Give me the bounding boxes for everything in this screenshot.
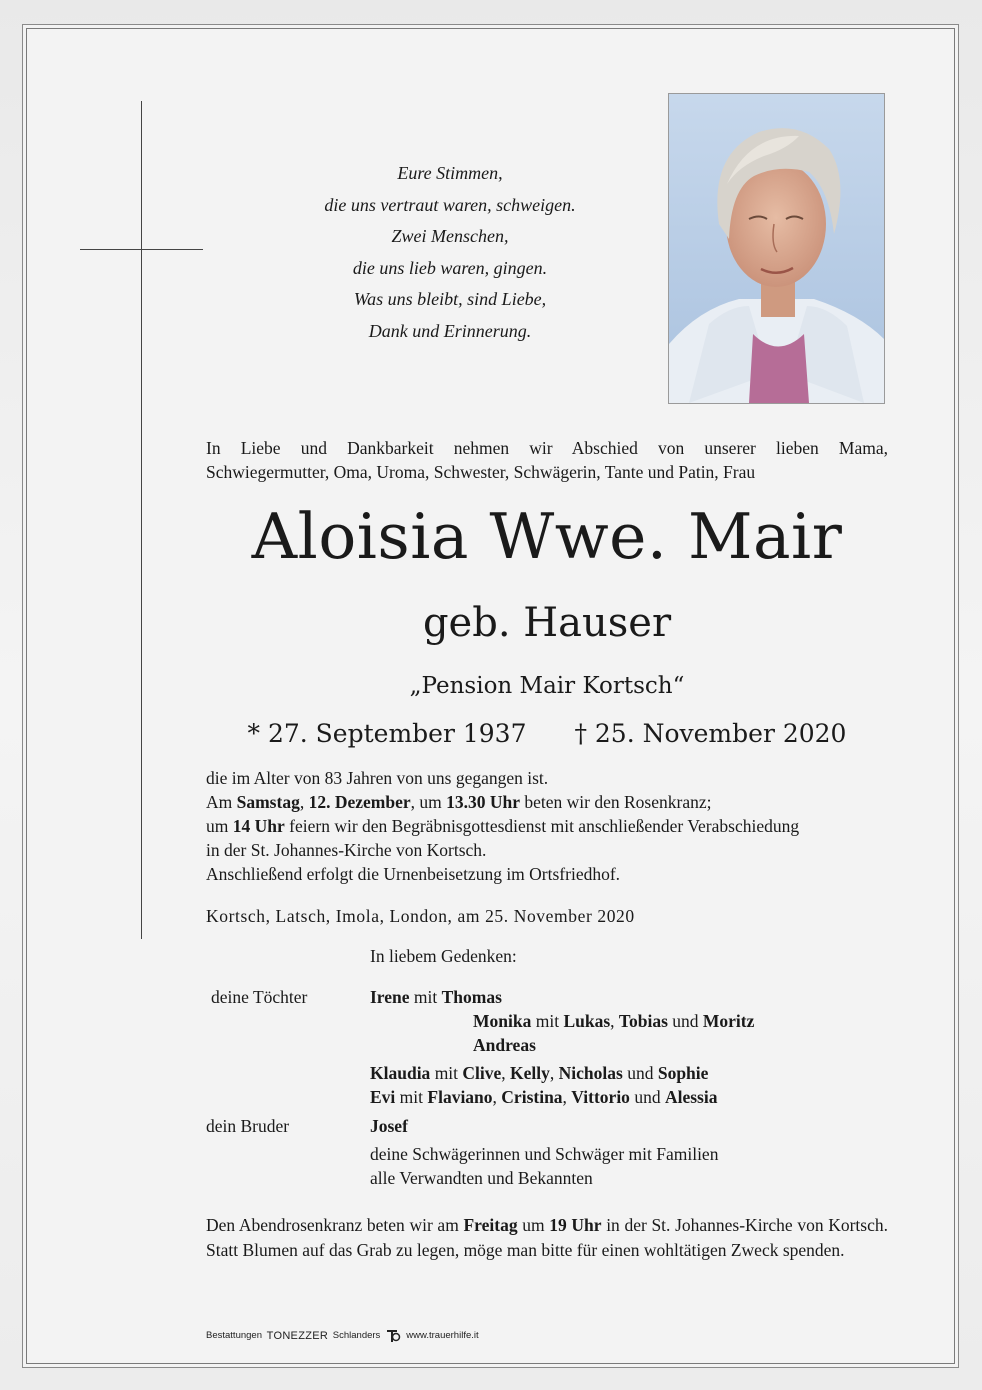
- footer: [206, 1329, 479, 1343]
- family-line: Klaudia mit Clive, Kelly, Nicholas und Sophie: [370, 1063, 709, 1083]
- portrait-photo: [668, 93, 885, 404]
- poem-line: Eure Stimmen,: [397, 163, 503, 183]
- family-line: Evi mit Flaviano, Cristina, Vittorio und Alessia: [370, 1087, 718, 1107]
- birth-date: * 27. September 1937: [247, 719, 527, 748]
- closing-text: Den Abendrosenkranz beten wir am Freitag um 19 Uhr in der St. Johannes-Kirche von Kortsch. Statt Blumen auf das Grab zu legen, möge man bitte für einen wohltätigen Zweck spenden.: [206, 1215, 888, 1260]
- death-date: † 25. November 2020: [574, 719, 847, 748]
- deceased-name: Aloisia Wwe. Mair: [251, 500, 843, 573]
- funeral-details: [206, 766, 906, 886]
- details-line: Am Samstag, 12. Dezember, um 13.30 Uhr beten wir den Rosenkranz;: [206, 792, 712, 812]
- poem-line: Dank und Erinnerung.: [368, 320, 532, 341]
- poem-line: Was uns bleibt, sind Liebe,: [353, 289, 547, 309]
- footer-url[interactable]: www.trauerhilfe.it: [406, 1330, 479, 1341]
- family-line: deine Schwägerinnen und Schwäger mit Familien: [370, 1144, 719, 1164]
- poem-line: die uns vertraut waren, schweigen.: [324, 194, 576, 215]
- footer-brand: TONEZZER: [266, 1330, 329, 1342]
- in-memory-heading: In liebem Gedenken:: [370, 946, 517, 966]
- maiden-name: geb. Hauser: [422, 600, 672, 646]
- trauerhilfe-logo-icon: [385, 1329, 401, 1343]
- intro-line-1: In Liebe und Dankbarkeit nehmen wir Abschied von unserer lieben Mama,: [206, 438, 888, 458]
- life-dates: [206, 717, 888, 751]
- footer-town: Schlanders: [332, 1330, 381, 1341]
- family-line: Josef: [370, 1116, 408, 1136]
- details-line: in der St. Johannes-Kirche von Kortsch.: [206, 840, 487, 860]
- portrait-illustration: [669, 94, 884, 403]
- intro-text: [206, 436, 888, 484]
- details-line: um 14 Uhr feiern wir den Begräbnisgottesdienst mit anschließender Verabschiedung: [206, 816, 800, 836]
- poem-line: die uns lieb waren, gingen.: [352, 257, 548, 278]
- brother-label: dein Bruder: [206, 1116, 290, 1136]
- place-and-date: Kortsch, Latsch, Imola, London, am 25. November 2020: [206, 906, 635, 926]
- family-line: Irene mit Thomas: [370, 987, 502, 1007]
- poem-line: Zwei Menschen,: [391, 226, 509, 246]
- details-line: die im Alter von 83 Jahren von uns gegangen ist.: [206, 768, 549, 788]
- nickname: „Pension Mair Kortsch“: [409, 673, 685, 699]
- family-line: alle Verwandten und Bekannten: [370, 1168, 593, 1188]
- intro-line-2: Schwiegermutter, Oma, Uroma, Schwester, Schwägerin, Tante und Patin, Frau: [206, 462, 756, 482]
- cross-horizontal-bar: [80, 249, 203, 250]
- family-line: Monika mit Lukas, Tobias und Moritz: [473, 1011, 755, 1031]
- poem: [280, 158, 620, 347]
- daughters-label: deine Töchter: [211, 987, 308, 1007]
- cross-vertical-bar: [141, 101, 142, 939]
- footer-prefix: Bestattungen: [206, 1330, 262, 1341]
- details-line: Anschließend erfolgt die Urnenbeisetzung im Ortsfriedhof.: [206, 864, 621, 884]
- family-line: Andreas: [473, 1035, 536, 1055]
